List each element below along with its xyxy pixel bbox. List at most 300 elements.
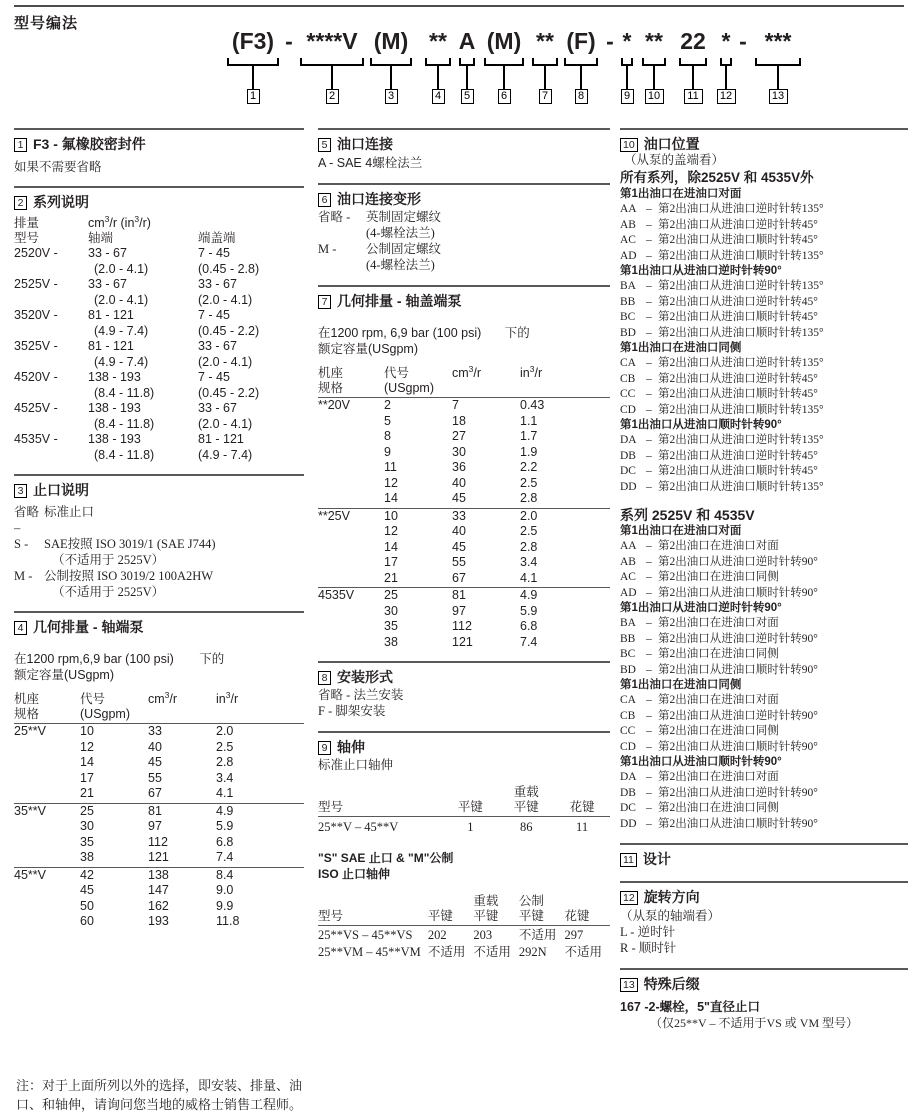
port-desc: 第2出油口从进油口逆时针转135° bbox=[658, 203, 824, 215]
item-code: S - bbox=[14, 537, 29, 551]
sec9-subtitle-2a: "S" SAE 止口 & "M"公制 bbox=[318, 850, 454, 865]
port-desc: 第2出油口从进油口顺时针转135° bbox=[658, 249, 824, 262]
section-number-badge: 5 bbox=[318, 138, 331, 152]
cell-cm3: 40 bbox=[148, 739, 162, 754]
cell-cm3: 45 bbox=[452, 491, 520, 508]
table-row bbox=[318, 635, 610, 651]
top-divider bbox=[14, 5, 904, 7]
cell-code: 21 bbox=[384, 571, 452, 588]
list-item: L - 逆时针 bbox=[620, 925, 676, 939]
port-desc: 第2出油口从进油口顺时针转135° bbox=[658, 326, 824, 339]
sec7-condition bbox=[318, 325, 610, 341]
code-segment: (M) bbox=[373, 28, 409, 54]
cell-frame bbox=[318, 524, 384, 540]
dash: – bbox=[646, 786, 652, 799]
dash: – bbox=[646, 740, 652, 753]
sec12-subtitle: （从泵的轴端看） bbox=[620, 909, 721, 923]
cell-spline: 11 bbox=[576, 820, 589, 834]
section-13 bbox=[620, 976, 908, 1031]
table-row bbox=[14, 308, 304, 324]
item-code: M - bbox=[318, 242, 337, 256]
port-position-row bbox=[620, 387, 908, 403]
cell-cover-end: 7 - 45 bbox=[198, 370, 230, 384]
code-index-5: 5 bbox=[461, 89, 474, 104]
divider bbox=[14, 186, 304, 188]
cell-in3: 4.1 bbox=[520, 571, 610, 588]
cell-cm3: 138 bbox=[148, 867, 169, 882]
port-code: AB bbox=[620, 555, 636, 568]
table-row bbox=[318, 925, 610, 943]
section-title: 设计 bbox=[642, 851, 671, 867]
section-number-badge: 10 bbox=[620, 138, 638, 152]
cell-model: 25**V – 45**V bbox=[318, 820, 399, 834]
th-spline: 花键 bbox=[554, 800, 610, 817]
cell-in3: 2.5 bbox=[520, 475, 538, 490]
item-subtext: (4-螺栓法兰) bbox=[366, 226, 435, 240]
cell-shaft-end-in: (4.9 - 7.4) bbox=[94, 323, 149, 338]
cell-model: 4525V - bbox=[14, 401, 58, 415]
port-position-row bbox=[620, 202, 908, 218]
sec10-group2-title: 系列 2525V 和 4535V bbox=[620, 507, 755, 523]
table-row bbox=[318, 571, 610, 588]
item-text: 公制固定螺纹 bbox=[366, 242, 442, 256]
port-code: BB bbox=[620, 295, 636, 308]
cell-cm3: 112 bbox=[452, 619, 472, 633]
port-desc: 第2出油口从进油口逆时针转135° bbox=[658, 280, 824, 292]
table-row bbox=[14, 246, 304, 262]
sec13-item-line1: 167 -2-螺栓，5"直径止口 bbox=[620, 1000, 760, 1014]
cell-frame bbox=[318, 445, 384, 461]
table-row bbox=[14, 262, 304, 278]
table-row bbox=[14, 914, 304, 930]
cell-cm3: 45 bbox=[452, 539, 466, 554]
section-title: 几何排量 - 轴端泵 bbox=[33, 619, 144, 635]
section-title: 旋转方向 bbox=[643, 889, 700, 905]
cell-code: 45 bbox=[80, 883, 94, 897]
port-code: CD bbox=[620, 403, 636, 416]
port-code: DC bbox=[620, 465, 636, 477]
cell-in3: 6.8 bbox=[520, 619, 538, 633]
code-segment: * bbox=[622, 28, 632, 54]
sec4-condition-line2: 额定容量(USgpm) bbox=[14, 668, 115, 682]
code-segment: (M) bbox=[486, 28, 522, 54]
cell-in3: 4.1 bbox=[216, 786, 304, 803]
cell-cm3: 112 bbox=[148, 834, 168, 849]
port-desc: 第2出油口在进油口对面 bbox=[658, 694, 779, 706]
cell-heavy-key: 203 bbox=[473, 927, 493, 942]
sec7-condition-suffix: 下的 bbox=[504, 326, 530, 340]
cell-cover-end-in: (0.45 - 2.2) bbox=[198, 385, 260, 400]
cell-frame bbox=[14, 899, 80, 915]
th-frame: 机座 bbox=[14, 692, 40, 706]
section-6 bbox=[318, 191, 610, 273]
cell-frame: **20V bbox=[318, 398, 350, 412]
page-title: 型号编法 bbox=[14, 15, 79, 32]
port-code: AA bbox=[620, 203, 637, 215]
section-8 bbox=[318, 669, 610, 719]
port-desc: 第2出油口在进油口对面 bbox=[658, 617, 779, 629]
divider bbox=[318, 661, 610, 663]
port-desc: 第2出油口从进油口顺时针转135° bbox=[658, 403, 824, 416]
cell-shaft-end-in: (8.4 - 11.8) bbox=[94, 447, 155, 462]
port-group-heading: 第1出油口在进油口同侧 bbox=[620, 679, 742, 691]
port-position-row bbox=[620, 663, 908, 679]
port-code: AD bbox=[620, 249, 637, 262]
cell-code: 25 bbox=[80, 803, 94, 818]
cell-code: 5 bbox=[384, 413, 391, 428]
item-code: M - bbox=[14, 569, 33, 583]
section-number-badge: 9 bbox=[318, 741, 331, 755]
cell-metric-key: 不适用 bbox=[518, 927, 557, 942]
port-position-row bbox=[620, 555, 908, 571]
dash: – bbox=[646, 326, 652, 339]
dash: – bbox=[646, 771, 652, 783]
code-segment: ****V bbox=[306, 28, 358, 54]
table-row bbox=[318, 445, 610, 461]
table-row bbox=[14, 899, 304, 915]
port-group-heading: 第1出油口在进油口对面 bbox=[620, 525, 742, 537]
cell-shaft-end: 81 - 121 bbox=[88, 339, 134, 353]
port-code: AD bbox=[620, 586, 637, 599]
table-header-row bbox=[14, 231, 304, 246]
code-segment: (F) bbox=[566, 28, 596, 54]
cell-cm3: 55 bbox=[148, 770, 162, 785]
port-code: BC bbox=[620, 311, 636, 323]
port-code: CC bbox=[620, 725, 636, 737]
port-position-row bbox=[620, 632, 908, 648]
table-row bbox=[318, 943, 610, 961]
cell-cm3: 33 bbox=[452, 508, 466, 523]
item-text: 标准止口 bbox=[44, 505, 95, 519]
cell-code: 25 bbox=[384, 588, 398, 602]
section-title: 油口连接变形 bbox=[337, 191, 421, 207]
section-number-badge: 8 bbox=[318, 671, 331, 685]
cell-in3: 2.8 bbox=[520, 539, 538, 554]
table-header-row bbox=[318, 909, 610, 926]
port-code: DB bbox=[620, 449, 636, 462]
cell-code: 38 bbox=[384, 634, 398, 649]
divider bbox=[14, 128, 304, 130]
port-position-row bbox=[620, 326, 908, 342]
th-frame-2: 规格 bbox=[318, 381, 384, 398]
port-code: CB bbox=[620, 709, 636, 722]
port-desc: 第2出油口从进油口逆时针转135° bbox=[658, 434, 824, 446]
list-item bbox=[318, 241, 610, 257]
cell-flat-key: 202 bbox=[427, 927, 447, 942]
cell-cm3: 33 bbox=[148, 724, 162, 738]
table-row bbox=[14, 432, 304, 448]
dash: – bbox=[646, 203, 652, 215]
code-index-3: 3 bbox=[385, 89, 398, 104]
cell-code: 12 bbox=[384, 475, 398, 490]
th-heavy-key: 平键 bbox=[473, 909, 518, 926]
divider bbox=[318, 128, 610, 130]
section-title: 油口位置 bbox=[643, 136, 700, 152]
cell-in3: 2.5 bbox=[520, 524, 538, 538]
cell-in3: 2.8 bbox=[216, 755, 234, 769]
dash: – bbox=[646, 802, 652, 814]
cell-cover-end-in: (4.9 - 7.4) bbox=[198, 447, 253, 462]
section-title: 特殊后缀 bbox=[643, 976, 700, 992]
table-row bbox=[14, 724, 304, 740]
section-number-badge: 1 bbox=[14, 138, 27, 152]
cell-cm3: 193 bbox=[148, 914, 169, 928]
port-position-row bbox=[620, 570, 908, 586]
port-position-row bbox=[620, 693, 908, 709]
cell-in3: 4.9 bbox=[520, 588, 538, 602]
section-12 bbox=[620, 889, 908, 956]
port-code: BC bbox=[620, 648, 636, 660]
standard-shaft-table bbox=[318, 785, 610, 836]
section-title: 轴伸 bbox=[337, 739, 365, 755]
table-row bbox=[14, 339, 304, 355]
divider bbox=[318, 183, 610, 185]
item-text: SAE按照 ISO 3019/1 (SAE J744) bbox=[44, 537, 216, 551]
port-code: AC bbox=[620, 571, 636, 583]
code-segment: (F3) bbox=[231, 28, 275, 54]
th-heavy-top: 重载 bbox=[473, 893, 499, 908]
port-desc: 第2出油口从进油口逆时针转90° bbox=[658, 632, 818, 645]
table-row bbox=[318, 540, 610, 556]
cell-frame bbox=[318, 540, 384, 556]
code-index-8: 8 bbox=[575, 89, 588, 104]
section-title: 油口连接 bbox=[337, 136, 393, 152]
section-number-badge: 11 bbox=[620, 853, 637, 867]
cell-model: 3520V - bbox=[14, 308, 58, 322]
cell-shaft-end-in: (2.0 - 4.1) bbox=[94, 292, 149, 307]
cell-shaft-end-in: (4.9 - 7.4) bbox=[94, 354, 149, 369]
cell-frame bbox=[14, 771, 80, 787]
sec4-condition bbox=[14, 651, 304, 667]
sec5-item: A - SAE 4螺栓法兰 bbox=[318, 156, 423, 170]
table-row bbox=[14, 867, 304, 883]
port-position-row bbox=[620, 801, 908, 817]
table-row bbox=[318, 476, 610, 492]
table-row bbox=[318, 619, 610, 635]
cell-cover-end: 7 - 45 bbox=[198, 308, 230, 322]
dash: – bbox=[646, 586, 652, 599]
cell-shaft-end-in: (8.4 - 11.8) bbox=[94, 385, 155, 400]
cell-cm3: 7 bbox=[452, 398, 459, 412]
item-code: 省略 – bbox=[14, 505, 40, 535]
port-desc: 第2出油口从进油口顺时针转90° bbox=[658, 663, 818, 676]
table-header-row bbox=[14, 692, 304, 707]
port-position-row bbox=[620, 817, 908, 833]
divider bbox=[318, 285, 610, 287]
port-position-row bbox=[620, 310, 908, 326]
section-number-badge: 7 bbox=[318, 295, 331, 309]
table-row bbox=[14, 293, 304, 309]
cell-cover-end-in: (2.0 - 4.1) bbox=[198, 292, 253, 307]
table-row bbox=[318, 604, 610, 620]
cell-frame bbox=[318, 571, 384, 588]
cover-end-displacement-table bbox=[318, 363, 610, 650]
divider bbox=[14, 474, 304, 476]
cell-shaft-end: 81 - 121 bbox=[88, 308, 134, 322]
cell-model: 4535V - bbox=[14, 432, 58, 446]
dash: – bbox=[646, 648, 652, 660]
section-11 bbox=[620, 851, 908, 867]
table-row bbox=[318, 555, 610, 571]
cell-model: 3525V - bbox=[14, 339, 58, 353]
cell-frame bbox=[14, 740, 80, 756]
cell-in3: 1.9 bbox=[520, 444, 538, 459]
port-position-row bbox=[620, 770, 908, 786]
cell-model: 25**VS – 45**VS bbox=[318, 927, 413, 942]
dash: – bbox=[646, 725, 652, 737]
cell-cover-end: 33 - 67 bbox=[198, 339, 237, 353]
cell-cover-end: 7 - 45 bbox=[198, 246, 230, 260]
code-index-13: 13 bbox=[769, 89, 788, 104]
cell-model: 4520V - bbox=[14, 370, 58, 384]
dash: – bbox=[646, 280, 652, 292]
section-10 bbox=[620, 136, 908, 832]
table-row bbox=[14, 324, 304, 340]
port-code: CC bbox=[620, 388, 636, 400]
port-code: AB bbox=[620, 218, 636, 231]
port-code: BB bbox=[620, 632, 636, 645]
cell-cm3: 36 bbox=[452, 460, 466, 474]
sec4-condition-suffix: 下的 bbox=[199, 652, 225, 666]
dash: – bbox=[646, 388, 652, 400]
port-position-row bbox=[620, 356, 908, 372]
cell-in3: 2.0 bbox=[520, 508, 538, 523]
cell-in3: 7.4 bbox=[216, 850, 304, 867]
item-text: 英制固定螺纹 bbox=[366, 210, 442, 224]
divider bbox=[620, 968, 908, 970]
cell-frame bbox=[318, 635, 384, 651]
code-segment: * bbox=[721, 28, 731, 54]
cell-in3: 8.4 bbox=[216, 867, 234, 882]
item-subtext: （不适用于 2525V） bbox=[52, 553, 165, 567]
item-code: 省略 - bbox=[318, 210, 351, 224]
item-subtext: (4-螺栓法兰) bbox=[366, 258, 435, 272]
section-title: 系列说明 bbox=[33, 194, 89, 210]
cell-frame bbox=[318, 460, 384, 476]
cell-code: 14 bbox=[384, 539, 398, 554]
cell-code: 10 bbox=[80, 724, 94, 738]
th-shaft-end: 轴端 bbox=[88, 231, 114, 245]
sec10-group1-title: 所有系列，除2525V 和 4535V外 bbox=[620, 170, 814, 185]
th-cm3: $cm^3/r$ bbox=[148, 689, 178, 706]
cell-shaft-end: 138 - 193 bbox=[88, 401, 141, 415]
port-desc: 第2出油口从进油口逆时针转90° bbox=[658, 555, 818, 568]
cell-frame bbox=[14, 786, 80, 803]
port-position-row bbox=[620, 449, 908, 465]
code-segment: - bbox=[606, 28, 614, 54]
port-code: CA bbox=[620, 694, 636, 706]
table-row bbox=[14, 786, 304, 803]
table-row bbox=[318, 588, 610, 604]
cell-code: 9 bbox=[384, 444, 391, 459]
dash: – bbox=[646, 540, 652, 552]
divider bbox=[620, 128, 908, 130]
cell-in3: 5.9 bbox=[520, 603, 538, 618]
code-segment: 22 bbox=[680, 28, 706, 54]
section-number-badge: 4 bbox=[14, 621, 27, 635]
port-desc: 第2出油口从进油口顺时针转135° bbox=[658, 480, 824, 493]
column-right bbox=[620, 128, 908, 1031]
th-code: 代号 bbox=[80, 692, 106, 706]
dash: – bbox=[646, 617, 652, 629]
port-position-row bbox=[620, 480, 908, 496]
cell-spline: 不适用 bbox=[564, 945, 602, 959]
port-code: DC bbox=[620, 802, 636, 814]
cell-in3: 2.8 bbox=[520, 491, 610, 508]
sec10-subtitle: （从泵的盖端看） bbox=[624, 153, 725, 167]
cell-cm3: 97 bbox=[148, 819, 162, 833]
table-row bbox=[14, 401, 304, 417]
section-title: 安装形式 bbox=[337, 669, 393, 685]
port-code: DD bbox=[620, 817, 637, 830]
port-desc: 第2出油口从进油口逆时针转90° bbox=[658, 709, 818, 722]
cell-code: 2 bbox=[384, 398, 391, 412]
cell-cm3: 162 bbox=[148, 898, 169, 913]
cell-in3: 0.43 bbox=[520, 398, 545, 412]
port-desc: 第2出油口在进油口同侧 bbox=[658, 648, 779, 660]
cell-code: 60 bbox=[80, 914, 94, 928]
footnote-line1: 注：对于上面所列以外的选择，即安装、排量、油 bbox=[16, 1078, 303, 1093]
port-code: DD bbox=[620, 480, 637, 493]
port-group-heading: 第1出油口从进油口逆时针转90° bbox=[620, 265, 782, 277]
cell-cover-end-in: (0.45 - 2.8) bbox=[198, 261, 260, 276]
port-code: CD bbox=[620, 740, 636, 753]
cell-in3: 7.4 bbox=[520, 634, 538, 649]
port-desc: 第2出油口在进油口对面 bbox=[658, 771, 779, 783]
series-table bbox=[14, 213, 304, 463]
code-index-4: 4 bbox=[432, 89, 445, 104]
cell-frame bbox=[14, 819, 80, 835]
cell-cm3: 30 bbox=[452, 444, 466, 459]
port-code: DB bbox=[620, 786, 636, 799]
dash: – bbox=[646, 372, 652, 385]
port-desc: 第2出油口从进油口逆时针转45° bbox=[658, 449, 818, 462]
cell-code: 10 bbox=[384, 508, 398, 523]
cell-code: 30 bbox=[384, 603, 398, 618]
table-row bbox=[14, 355, 304, 371]
port-position-row bbox=[620, 403, 908, 419]
code-index-9: 9 bbox=[621, 89, 634, 104]
port-desc: 第2出油口在进油口同侧 bbox=[658, 725, 779, 737]
cell-cover-end-in: (2.0 - 4.1) bbox=[198, 354, 253, 369]
cell-frame: 25**V bbox=[14, 724, 46, 738]
table-row bbox=[14, 417, 304, 433]
list-item bbox=[14, 504, 304, 536]
port-position-row bbox=[620, 586, 908, 602]
th-code: 代号 bbox=[384, 366, 410, 380]
cell-frame bbox=[14, 755, 80, 771]
port-position-row bbox=[620, 295, 908, 311]
port-desc: 第2出油口从进油口逆时针转45° bbox=[658, 372, 818, 385]
cell-frame: 45**V bbox=[14, 867, 46, 882]
sec9-subtitle-1: 标准止口轴伸 bbox=[318, 758, 394, 772]
port-position-row bbox=[620, 249, 908, 265]
dash: – bbox=[646, 295, 652, 308]
cell-in3: 4.9 bbox=[216, 803, 234, 818]
th-heavy-key: 平键 bbox=[498, 800, 554, 817]
th-cover-end: 端盖端 bbox=[198, 231, 236, 245]
cell-in3: 5.9 bbox=[216, 819, 234, 833]
th-units: $cm^3/r$ $(in^3/r)$ bbox=[88, 213, 151, 230]
dash: – bbox=[646, 817, 652, 830]
port-desc: 第2出油口从进油口顺时针转90° bbox=[658, 586, 818, 599]
cell-cm3: 97 bbox=[452, 603, 466, 618]
dash: – bbox=[646, 234, 652, 246]
th-flat-key: 平键 bbox=[443, 800, 499, 817]
section-title: 几何排量 - 轴盖端泵 bbox=[337, 293, 462, 309]
cell-frame bbox=[14, 883, 80, 899]
th-metric-top: 公制 bbox=[518, 893, 544, 908]
